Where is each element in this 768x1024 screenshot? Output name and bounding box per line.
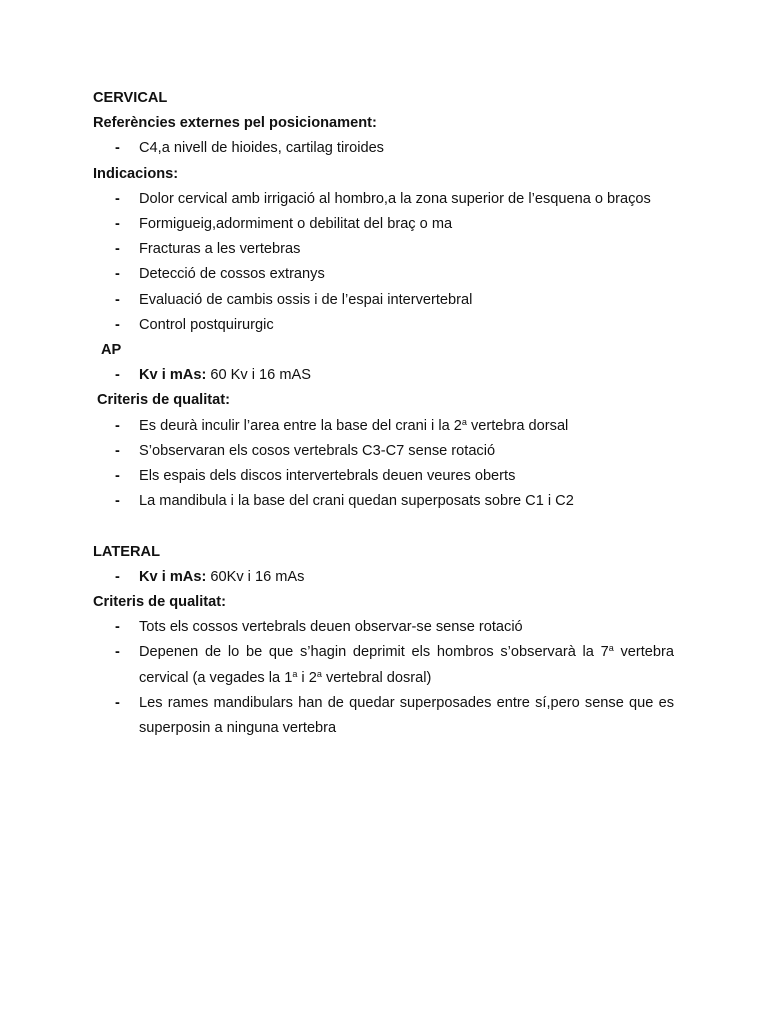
list-item [93,136,674,161]
spacer [93,514,674,539]
bullet-dash: - [115,190,120,207]
kv-label: Kv i mAs: [139,568,207,585]
text-run: Depenen de lo be que s’hagin deprimit els hombros s’observarà la 7 [139,644,609,661]
bullet-dash: - [115,316,120,333]
indications-heading: Indicacions: [93,165,179,182]
bullet-dash: - [115,241,120,258]
bullet-dash: - [115,468,120,485]
list-item [93,640,674,690]
section-title-cervical: CERVICAL [93,90,168,106]
superscript: a [316,668,322,679]
list-item-text [139,363,674,388]
kv-value: 60 Kv i 16 mAS [206,367,311,384]
list-item-text: Tots els cossos vertebrals deuen observar-se sense rotació [139,619,523,636]
text-run: Es deurà inculir l’area entre la base del crani i la 2 [139,417,462,434]
bullet-dash: - [115,266,120,283]
bullet-dash: - [115,417,120,434]
list-item-text: C4,a nivell de hioides, cartilag tiroides [139,140,384,157]
list-item-text [139,565,674,590]
list-item [93,464,674,489]
list-item-text: Les rames mandibulars han de quedar superposades entre sí,pero sense que es superposin a ninguna vertebra [139,694,674,737]
bullet-dash: - [115,291,120,308]
list-item [93,414,674,439]
list-item [93,615,674,640]
text-run: i 2 [297,669,317,686]
criteria-heading: Criteris de qualitat: [97,392,230,409]
list-item [93,565,674,590]
list-item [93,212,674,237]
bullet-dash: - [115,694,120,711]
text-run: vertebral dosral) [321,669,432,686]
superscript: a [292,668,298,679]
list-item-text: Fracturas a les vertebras [139,241,301,258]
list-item-text: Formigueig,adormiment o debilitat del braç o ma [139,216,453,233]
list-item [93,691,674,741]
list-item [93,288,674,313]
list-item [93,363,674,388]
bullet-dash: - [115,619,120,636]
list-item [93,237,674,262]
bullet-dash: - [115,367,120,384]
list-item-text: Els espais dels discos intervertebrals deuen veures oberts [139,468,516,485]
list-item [93,439,674,464]
list-item-text [139,640,674,690]
bullet-dash: - [115,442,120,459]
list-item-text: Evaluació de cambis ossis i de l’espai intervertebral [139,291,473,308]
list-item-text: Dolor cervical amb irrigació al hombro,a la zona superior de l’esquena o braços [139,190,651,207]
kv-value: 60Kv i 16 mAs [206,568,305,585]
text-run: vertebra cervical (a vegades la 1 [139,644,674,686]
list-item-text [139,414,674,439]
superscript: a [461,416,467,427]
criteria-heading: Criteris de qualitat: [93,594,226,611]
bullet-dash: - [115,216,120,233]
bullet-dash: - [115,140,120,157]
list-item [93,187,674,212]
bullet-dash: - [115,493,120,510]
text-run: vertebra dorsal [466,417,569,434]
kv-label: Kv i mAs: [139,367,207,384]
list-item-text: Detecció de cossos extranys [139,266,325,283]
ref-heading: Referències externes pel posicionament: [93,115,377,132]
bullet-dash: - [115,644,120,661]
ap-heading: AP [101,342,122,359]
superscript: a [608,643,614,654]
list-item-text: Control postquirurgic [139,316,274,333]
list-item-text: La mandibula i la base del crani quedan superposats sobre C1 i C2 [139,493,574,510]
list-item [93,313,674,338]
section-title-lateral: LATERAL [93,543,161,560]
bullet-dash: - [115,568,120,585]
list-item-text: S’observaran els cosos vertebrals C3-C7 sense rotació [139,442,496,459]
list-item [93,262,674,287]
list-item [93,489,674,514]
